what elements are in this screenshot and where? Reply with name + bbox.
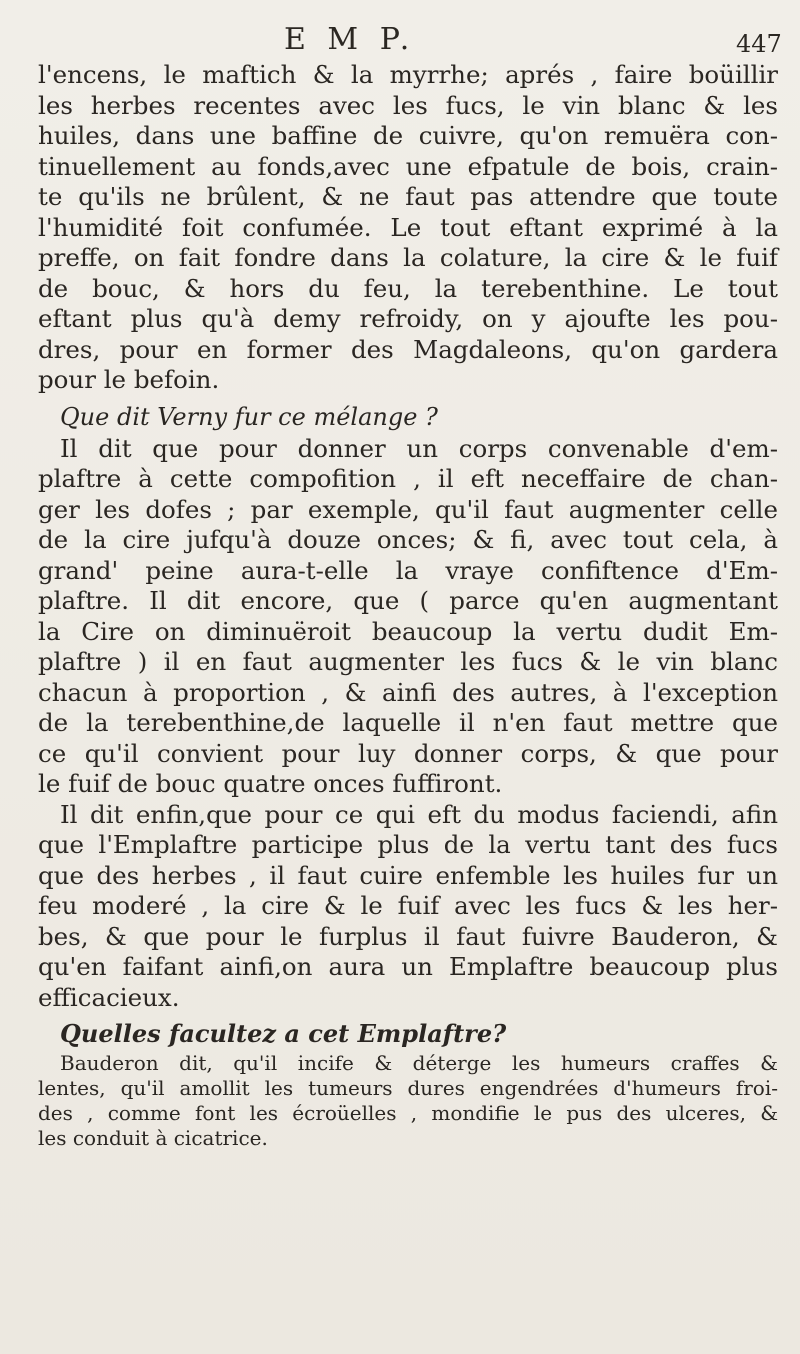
running-head: E M P.	[284, 22, 416, 57]
page-number: 447	[736, 30, 782, 58]
text-line: tinuellement au fonds,avec une efpatule de bois, crain-	[38, 151, 778, 181]
text-line: plaftre. Il dit encore, que ( parce qu'en augmentant	[38, 586, 778, 615]
question-heading-verny: Que dit Verny fur ce mélange ?	[60, 402, 438, 431]
text-line: dres, pour en former des Magdaleons, qu'on gardera	[38, 334, 778, 364]
text-line: Bauderon dit, qu'il incife & déterge les humeurs craffes &	[60, 1051, 778, 1075]
text-line: huiles, dans une baffine de cuivre, qu'on remuëra con-	[38, 121, 778, 150]
paragraph-1	[38, 60, 778, 396]
text-line: qu'en faifant ainfi,on aura un Emplaftre beaucoup plus	[38, 952, 778, 981]
text-line: plaftre ) il en faut augmenter les fucs & le vin blanc	[38, 647, 778, 676]
text-line: le fuif de bouc quatre onces fuffiront.	[38, 769, 503, 798]
text-line: chacun à proportion , & ainfi des autres, à l'exception	[38, 677, 778, 707]
text-line: feu moderé , la cire & le fuif avec les fucs & les her-	[38, 891, 778, 920]
text-line: l'humidité foit confumée. Le tout eftant exprimé à la	[38, 212, 778, 242]
text-line: les conduit à cicatrice.	[38, 1126, 268, 1150]
text-line: pour le befoin.	[38, 365, 220, 394]
text-line: l'encens, le maftich & la myrrhe; aprés , faire boüillir	[38, 60, 778, 89]
paragraph-3	[38, 800, 778, 1014]
paragraph-2	[38, 434, 778, 800]
text-line: ce qu'il convient pour luy donner corps, & que pour	[38, 738, 778, 768]
text-line: te qu'ils ne brûlent, & ne faut pas attendre que toute	[38, 182, 778, 211]
text-line: efficacieux.	[38, 982, 180, 1012]
text-line: que l'Emplaftre participe plus de la vertu tant des fucs	[38, 830, 778, 859]
text-line: eftant plus qu'à demy refroidy, on y ajoufte les pou-	[38, 304, 778, 333]
text-line: de la cire jufqu'à douze onces; & fi, avec tout cela, à	[38, 525, 778, 554]
text-line: de la terebenthine,de laquelle il n'en faut mettre que	[38, 708, 778, 737]
text-line: preffe, on fait fondre dans la colature, la cire & le fuif	[38, 243, 778, 272]
text-line: les herbes recentes avec les fucs, le vin blanc & les	[38, 90, 778, 120]
text-line: des , comme font les écroüelles , mondifie le pus des ulceres, &	[38, 1101, 778, 1125]
text-line: lentes, qu'il amollit les tumeurs dures engendrées d'humeurs froi-	[38, 1076, 778, 1100]
text-line: Il dit enfin,que pour ce qui eft du modus faciendi, afin	[60, 799, 778, 829]
text-line: grand' peine aura-t-elle la vraye confiftence d'Em-	[38, 555, 778, 585]
text-line: que des herbes , il faut cuire enfemble les huiles fur un	[38, 860, 778, 890]
text-line: Il dit que pour donner un corps convenable d'em-	[60, 433, 778, 463]
text-line: de bouc, & hors du feu, la terebenthine. Le tout	[38, 273, 778, 303]
paragraph-4	[38, 1051, 778, 1151]
question-heading-facultez: Quelles facultez a cet Emplaftre?	[60, 1019, 507, 1048]
text-line: la Cire on diminuëroit beaucoup la vertu dudit Em-	[38, 616, 778, 646]
text-line: ger les dofes ; par exemple, qu'il faut augmenter celle	[38, 494, 778, 524]
page-text	[38, 60, 778, 1151]
text-line: plaftre à cette compofition , il eft neceffaire de chan-	[38, 464, 778, 493]
text-line: bes, & que pour le furplus il faut fuivre Bauderon, &	[38, 921, 778, 951]
